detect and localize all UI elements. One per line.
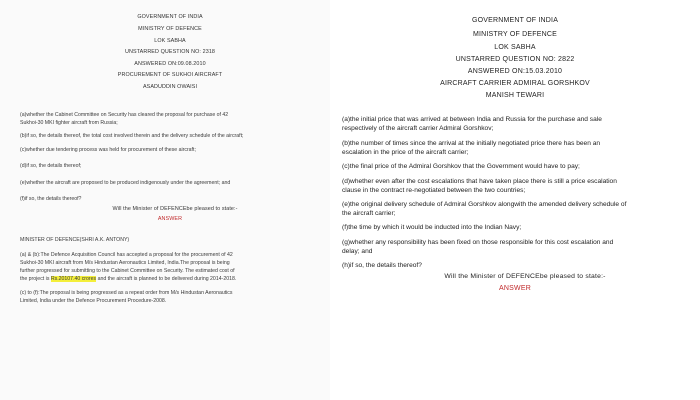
question-b: (b)if so, the details thereof, the total cost involved therein and the delivery schedule of the aircraft; (20, 133, 244, 139)
answer-ab-line3: further progressed for submitting to the Cabinet Committee on Security. The estimated cost of (20, 268, 235, 274)
question-number: UNSTARRED QUESTION NO: 2822 (455, 56, 575, 63)
house-header: LOK SABHA (154, 38, 186, 44)
question-d: (d)whether even after the cost escalations that have taken place there is still a price escalation (342, 178, 617, 185)
question-c: (c)whether due tendering process was held for procurement of these aircraft; (20, 147, 196, 153)
govt-header: GOVERNMENT OF INDIA (471, 17, 559, 24)
member-name: ASADUDDIN OWAISI (142, 84, 198, 90)
will-minister-line: Will the Minister of DEFENCEbe pleased to state:- (112, 206, 238, 212)
cost-prefix: the project is (20, 276, 51, 282)
question-a-cont: respectively of the aircraft carrier Admiral Gorshkov; (342, 125, 494, 132)
answered-on: ANSWERED ON:09.08.2010 (134, 61, 206, 67)
member-name: MANISH TEWARI (485, 92, 545, 99)
question-f: (f)if so, the details thereof? (20, 196, 82, 202)
answer-cf-line1: (c) to (f):The proposal is being progressed as a repeat order from M/s Hindustan Aeronautics (20, 290, 233, 296)
ministry-header: MINISTRY OF DEFENCE (472, 31, 558, 38)
left-document (0, 0, 340, 400)
question-b-cont: escalation in the price of the aircraft carrier; (342, 149, 469, 156)
question-d-cont: clause in the contract re-negotiated between the two countries; (342, 187, 526, 194)
question-c: (c)the final price of the Admiral Gorshkov that the Government would have to pay; (342, 163, 580, 170)
question-g-cont: delay; and (342, 248, 373, 255)
question-h: (h)if so, the details thereof? (342, 262, 422, 269)
question-d: (d)if so, the details thereof; (20, 163, 82, 169)
will-minister-line: Will the Minister of DEFENCEbe pleased to state:- (444, 273, 606, 280)
answer-ab-line1: (a) & (b):The Defence Acquisition Council has accepted a proposal for the procurement of 42 (20, 252, 233, 258)
question-e: (e)whether the aircraft are proposed to be produced indigenously under the agreement; and (20, 180, 231, 186)
question-a: (a)the initial price that was arrived at between India and Russia for the purchase and sale (342, 116, 602, 123)
govt-header: GOVERNMENT OF INDIA (137, 14, 203, 20)
question-e-cont: the aircraft carrier; (342, 210, 396, 217)
subject-title: PROCUREMENT OF SUKHOI AIRCRAFT (117, 72, 223, 78)
question-a: (a)whether the Cabinet Committee on Security has cleared the proposal for purchase of 42 (20, 112, 229, 118)
minister-name: MINISTER OF DEFENCE(SHRI A.K. ANTONY) (20, 237, 130, 243)
question-b: (b)the number of times since the arrival at the initially negotiated price there has been an (342, 140, 601, 147)
cost-suffix: and the aircraft is planned to be delivered during 2014-2018. (96, 276, 237, 282)
answer-cf-line2: Limited, India under the Defence Procurement Procedure-2008. (20, 298, 167, 304)
cost-highlight: Rs.20107.40 crores (50, 276, 97, 282)
question-a-cont: Sukhoi-30 MKI fighter aircraft from Russia; (20, 120, 118, 126)
right-document (330, 0, 700, 400)
ministry-header: MINISTRY OF DEFENCE (138, 26, 202, 32)
answer-label: ANSWER (499, 285, 531, 292)
question-f: (f)the time by which it would be inducted into the Indian Navy; (342, 224, 522, 231)
house-header: LOK SABHA (494, 44, 536, 51)
question-e: (e)the original delivery schedule of Admiral Gorshkov alongwith the amended delivery schedule of (342, 201, 627, 208)
answer-ab-line2: Sukhoi-30 MKI aircraft from M/s Hindustan Aeronautics Limited, India.The proposal is being (20, 260, 230, 266)
answer-label: ANSWER (157, 216, 183, 222)
question-g: (g)whether any responsibility has been fixed on those responsible for this cost escalation and (342, 239, 614, 246)
question-number: UNSTARRED QUESTION NO: 2318 (124, 49, 216, 55)
subject-title: AIRCRAFT CARRIER ADMIRAL GORSHKOV (440, 80, 590, 87)
answered-on: ANSWERED ON:15.03.2010 (467, 68, 563, 75)
answer-cost-line (20, 276, 236, 282)
